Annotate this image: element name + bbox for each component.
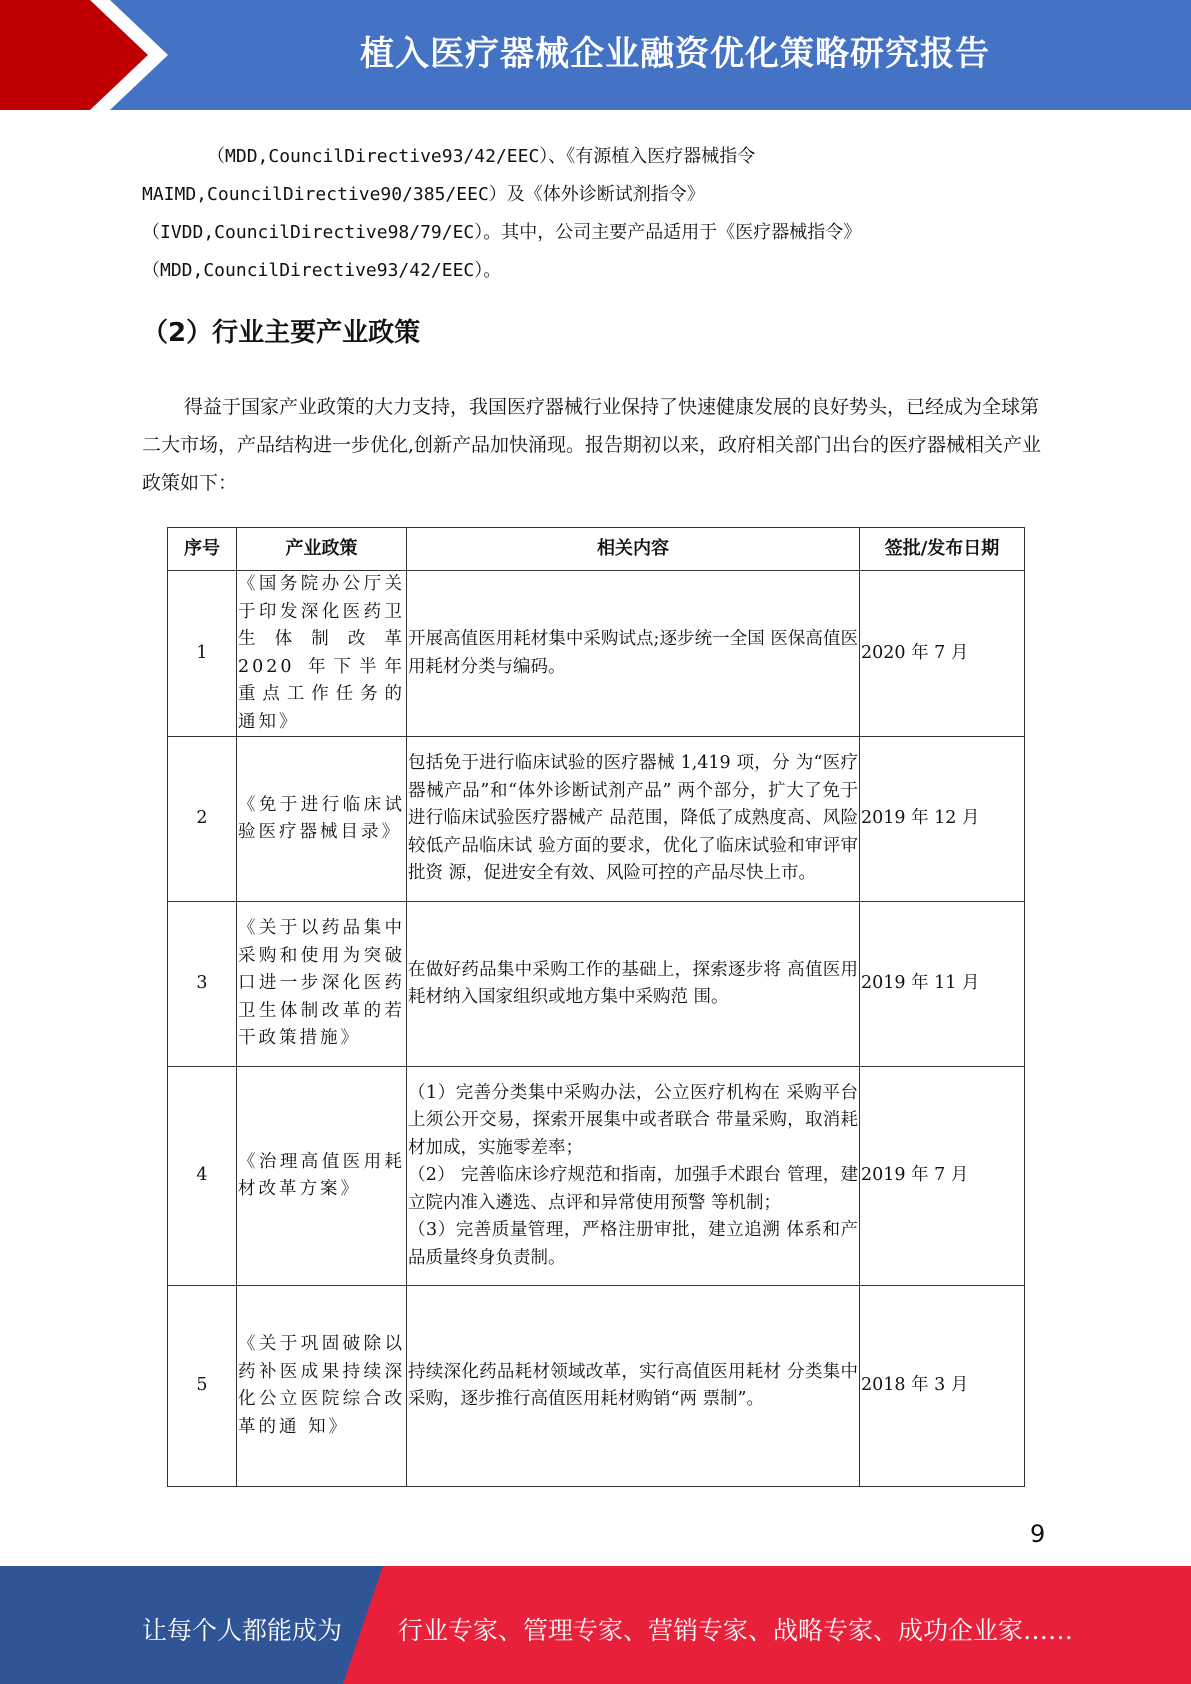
row-date: 2019 年 11 月	[860, 902, 1025, 1067]
content-line: （2） 完善临床诊疗规范和指南，加强手术跟台 管理，建立院内准入遴选、点评和异常使用预警 等机制；	[408, 1165, 858, 1213]
reference-line: （MDD,CouncilDirective93/42/EEC）。	[142, 260, 502, 281]
row-date: 2020 年 7 月	[860, 571, 1025, 737]
reference-line: （MDD,CouncilDirective93/42/EEC）、《有源植入医疗器械指令	[142, 146, 756, 167]
table-row	[168, 571, 1025, 737]
policy-table-container	[167, 527, 1024, 1437]
footer-slogan-right: 行业专家、管理专家、营销专家、战略专家、成功企业家……	[398, 1616, 1074, 1645]
intro-text: 得益于国家产业政策的大力支持，我国医疗器械行业保持了快速健康发展的良好势头，已经成为全球第二大市场，产品结构进一步优化,创新产品加快涌现。报告期初以来，政府相关部门出台的医疗器械相关产业政策如下：	[142, 396, 1042, 494]
page-number: 9	[1030, 1520, 1046, 1548]
header-number: 序号	[168, 528, 237, 571]
content-line: 包括免于进行临床试验的医疗器械 1,419 项，分 为“医疗器械产品”和“体外诊断试剂产品” 两个部分，扩大了免于进行临床试验医疗器械产 品范围，降低了成熟度高、风险较低产品临床试 验方面的要求，优化了临床试验和审评审批资 源，促进安全有效、风险可控的产品尽快上市。	[408, 753, 858, 884]
report-title: 植入医疗器械企业融资优化策略研究报告	[360, 34, 990, 74]
row-content	[407, 1067, 860, 1286]
reference-line: MAIMD,CouncilDirective90/385/EEC）及《体外诊断试剂指令》	[142, 184, 705, 205]
row-date: 2018 年 3 月	[860, 1286, 1025, 1487]
footer-slogan-left: 让每个人都能成为	[142, 1616, 343, 1645]
table-row	[168, 737, 1025, 902]
row-number: 4	[168, 1067, 237, 1286]
intro-paragraph	[142, 388, 1042, 502]
row-policy: 《免于进行临床试验医疗器械目录》	[237, 737, 407, 902]
row-number: 5	[168, 1286, 237, 1487]
page-header	[0, 0, 1191, 110]
directive-references	[142, 138, 1042, 290]
row-policy: 《关于巩固破除以药补医成果持续深化公立医院综合改革的通 知》	[237, 1286, 407, 1487]
row-content	[407, 737, 860, 902]
row-content	[407, 902, 860, 1067]
reference-line: （IVDD,CouncilDirective98/79/EC）。其中，公司主要产品适用于《医疗器械指令》	[142, 222, 862, 243]
table-row	[168, 1286, 1025, 1487]
row-content	[407, 1286, 860, 1487]
header-date: 签批/发布日期	[860, 528, 1025, 571]
row-date: 2019 年 7 月	[860, 1067, 1025, 1286]
table-row	[168, 1067, 1025, 1286]
header-policy: 产业政策	[237, 528, 407, 571]
row-policy: 《国务院办公厅关于印发深化医药卫生体制改革 2020 年下半年 重点工作任务的 通知》	[237, 571, 407, 737]
row-number: 3	[168, 902, 237, 1067]
content-line: （3）完善质量管理，严格注册审批，建立追溯 体系和产品质量终身负责制。	[408, 1220, 858, 1268]
page-footer	[0, 1566, 1191, 1684]
section-heading: （2）行业主要产业政策	[142, 318, 421, 348]
row-content	[407, 571, 860, 737]
header-content: 相关内容	[407, 528, 860, 571]
row-policy: 《治理高值医用耗材改革方案》	[237, 1067, 407, 1286]
content-line: （1）完善分类集中采购办法，公立医疗机构在 采购平台上须公开交易，探索开展集中或者联合 带量采购，取消耗材加成，实施零差率；	[408, 1082, 858, 1158]
policy-table	[167, 527, 1025, 1487]
row-date: 2019 年 12 月	[860, 737, 1025, 902]
table-header-row	[168, 528, 1025, 571]
row-number: 1	[168, 571, 237, 737]
content-line: 在做好药品集中采购工作的基础上，探索逐步将 高值医用耗材纳入国家组织或地方集中采购范 围。	[408, 959, 858, 1007]
table-row	[168, 902, 1025, 1067]
row-policy: 《关于以药品集中采购和使用为突破口进一步深化医药卫生体制改革的若干政策措施》	[237, 902, 407, 1067]
content-line: 持续深化药品耗材领域改革，实行高值医用耗材 分类集中采购，逐步推行高值医用耗材购销“两 票制”。	[408, 1361, 858, 1409]
row-number: 2	[168, 737, 237, 902]
content-line: 开展高值医用耗材集中采购试点;逐步统一全国 医保高值医用耗材分类与编码。	[408, 629, 858, 677]
